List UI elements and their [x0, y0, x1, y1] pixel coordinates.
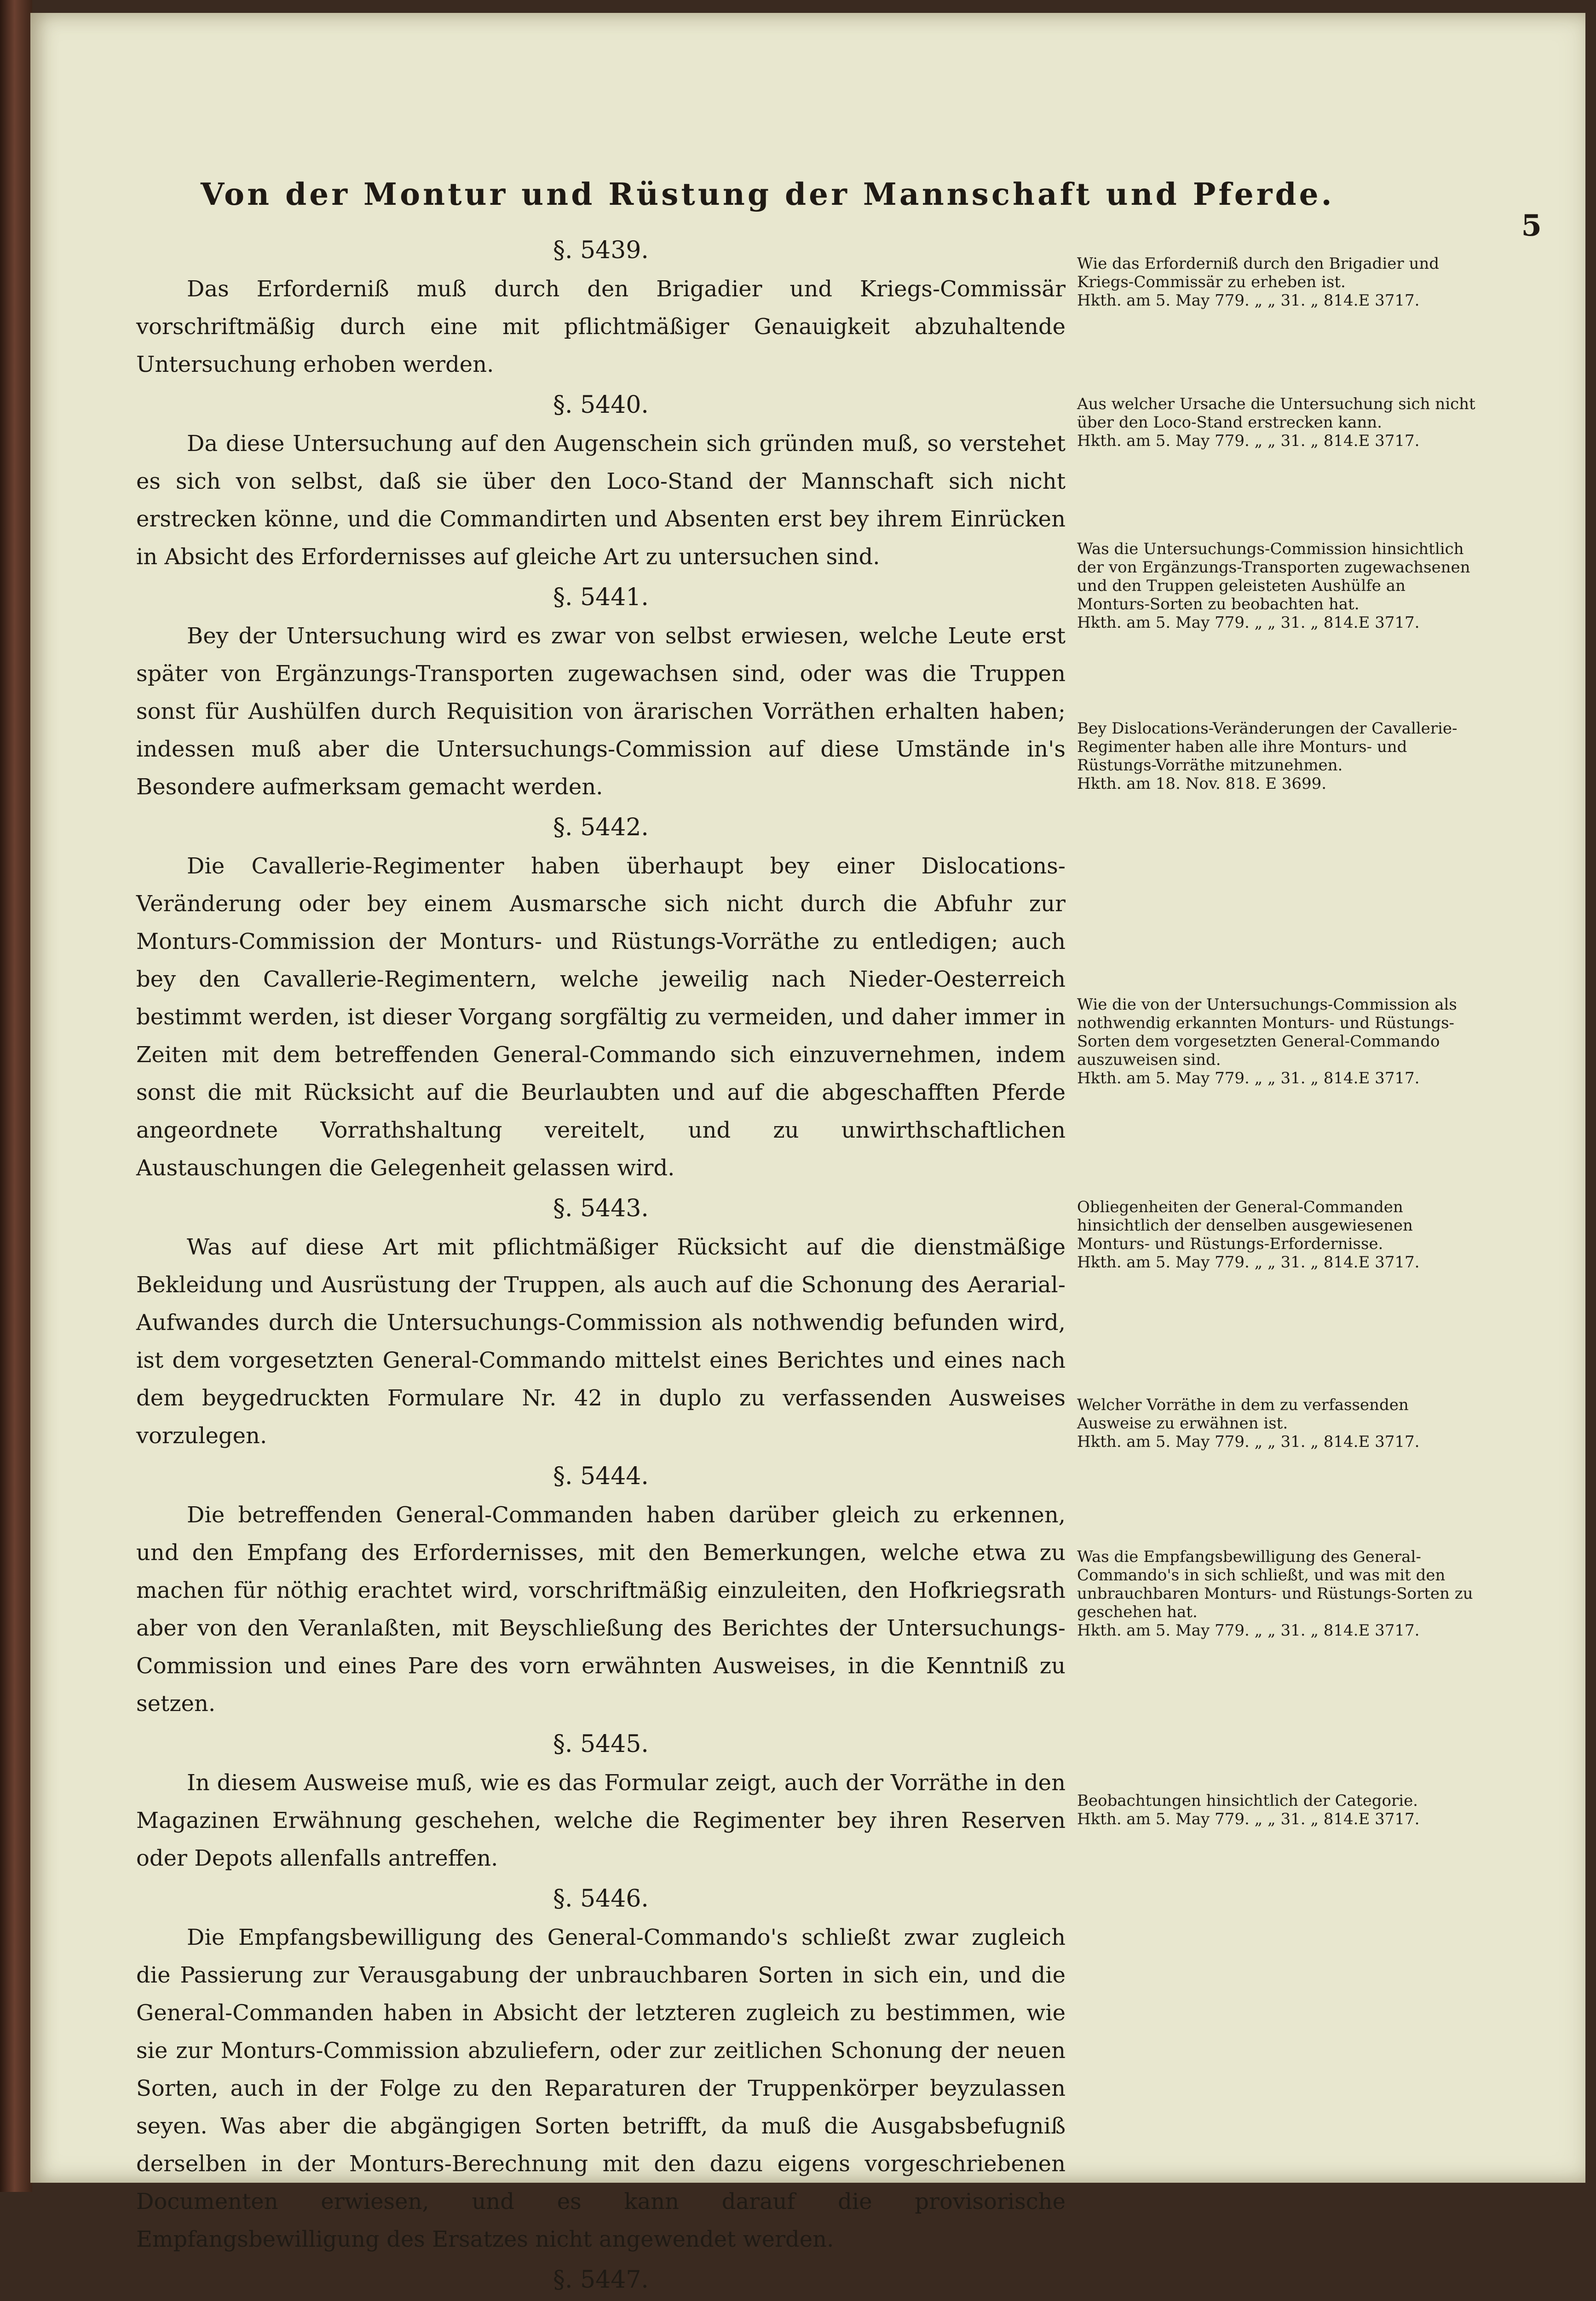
section-text: Das Erforderniß muß durch den Brigadier und Kriegs-Commissär vorschriftmäßig durch eine mit pflichtmäßiger Genauigkeit abzuhaltende Untersuchung erhoben werden.	[136, 276, 1066, 377]
section	[136, 2266, 1066, 2301]
section-text	[136, 2300, 1066, 2301]
margin-note	[1077, 395, 1482, 450]
margin-note-reference: Hkth. am 5. May 779. „ „ 31. „ 814.E 3717.	[1077, 1433, 1420, 1451]
margin-note-reference: Hkth. am 5. May 779. „ „ 31. „ 814.E 3717.	[1077, 1069, 1420, 1087]
main-text	[136, 236, 1066, 2301]
margin-note-text: Was die Untersuchungs-Commission hinsichtlich der von Ergänzungs-Transporten zugewachsenen und den Truppen geleisteten Aushülfe an Monturs-Sorten zu beobachten hat.	[1077, 540, 1470, 613]
margin-note-reference: Hkth. am 5. May 779. „ „ 31. „ 814.E 3717.	[1077, 1253, 1420, 1272]
margin-note-reference: Hkth. am 5. May 779. „ „ 31. „ 814.E 3717.	[1077, 291, 1420, 310]
margin-note	[1077, 1198, 1482, 1272]
margin-note-text: Bey Dislocations-Veränderungen der Cavallerie-Regimenter haben alle ihre Monturs- und Rüstungs-Vorräthe mitzunehmen.	[1077, 719, 1458, 775]
section-text: Die Empfangsbewilligung des General-Commando's schließt zwar zugleich die Passierung zur Verausgabung der unbrauchbaren Sorten in sich ein, und die General-Commanden haben in Absicht der letzteren zugleich zu bestimmen, wie sie zur Monturs-Commission abzuliefern, oder zur zeitlichen Schonung der neuen Sorten, auch in der Folge zu den Reparaturen der Truppenkörper beyzulassen seyen. Was aber die abgängigen Sorten betrifft, da muß die Ausgabsbefugniß derselben in der Monturs-Berechnung mit den dazu eigens vorgeschriebenen Documenten erwiesen, und es kann darauf die provisorische Empfangsbewilligung des Ersatzes nicht angewendet werden.	[136, 1925, 1066, 2252]
margin-note-text: Aus welcher Ursache die Untersuchung sich nicht über den Loco-Stand erstrecken kann.	[1077, 395, 1475, 432]
section-number: §. 5442.	[553, 814, 649, 841]
section-number: §. 5445.	[553, 1730, 649, 1758]
section	[136, 1885, 1066, 2258]
section	[136, 1462, 1066, 1723]
margin-note-text: Was die Empfangsbewilligung des General-Commando's in sich schließt, und was mit den unbrauchbaren Monturs- und Rüstungs-Sorten zu geschehen hat.	[1077, 1548, 1473, 1621]
document-page	[30, 13, 1585, 2294]
margin-note	[1077, 1548, 1482, 1640]
book-binding	[0, 0, 32, 2192]
margin-note-reference: Hkth. am 18. Nov. 818. E 3699.	[1077, 775, 1327, 793]
section	[136, 236, 1066, 383]
section	[136, 391, 1066, 576]
margin-note-text: Beobachtungen hinsichtlich der Categorie.	[1077, 1792, 1418, 1810]
page-number: 5	[1521, 208, 1542, 243]
section-text: Die Cavallerie-Regimenter haben überhaupt bey einer Dislocations-Veränderung oder bey einem Ausmarsche sich nicht durch die Abfuhr zur Monturs-Commission der Monturs- und Rüstungs-Vorräthe zu entledigen; auch bey den Cavallerie-Regimentern, welche jeweilig nach Nieder-Oesterreich bestimmt werden, ist dieser Vorgang sorgfältig zu vermeiden, und daher immer in Zeiten mit dem betreffenden General-Commando sich einzuvernehmen, indem sonst die mit Rücksicht auf die Beurlaubten und auf die abgeschafften Pferde angeordnete Vorrathshaltung vereitelt, und zu unwirthschaftlichen Austauschungen die Gelegenheit gelassen wird.	[136, 853, 1066, 1181]
section-text: In diesem Ausweise muß, wie es das Formular zeigt, auch der Vorräthe in den Magazinen Erwähnung geschehen, welche die Regimenter bey ihren Reserven oder Depots allenfalls antreffen.	[136, 1770, 1066, 1871]
margin-note-reference: Hkth. am 5. May 779. „ „ 31. „ 814.E 3717.	[1077, 613, 1420, 632]
section-number: §. 5440.	[553, 391, 649, 419]
margin-note	[1077, 995, 1482, 1087]
section-number: §. 5446.	[553, 1885, 649, 1913]
section	[136, 813, 1066, 1187]
section-number: §. 5439.	[553, 237, 649, 264]
section-text: Was auf diese Art mit pflichtmäßiger Rücksicht auf die dienstmäßige Bekleidung und Ausrüstung der Truppen, als auch auf die Schonung des Aerarial-Aufwandes durch die Untersuchungs-Commission als nothwendig befunden wird, ist dem vorgesetzten General-Commando mittelst eines Berichtes und eines nach dem beygedruckten Formulare Nr. 42 in duplo zu verfassenden Ausweises vorzulegen.	[136, 1234, 1066, 1449]
margin-note-reference: Hkth. am 5. May 779. „ „ 31. „ 814.E 3717.	[1077, 1810, 1420, 1828]
section	[136, 583, 1066, 806]
margin-note	[1077, 1396, 1482, 1451]
section-number: §. 5444.	[553, 1463, 649, 1490]
section-text: Die betreffenden General-Commanden haben darüber gleich zu erkennen, und den Empfang des Erfordernisses, mit den Bemerkungen, welche etwa zu machen für nöthig erachtet wird, vorschriftmäßig einzuleiten, den Hofkriegsrath aber von den Veranlaßten, mit Beyschließung des Berichtes der Untersuchungs-Commission und eines Pare des vorn erwähnten Ausweises, in die Kenntniß zu setzen.	[136, 1502, 1066, 1717]
margin-note	[1077, 1792, 1482, 1828]
margin-note	[1077, 719, 1482, 793]
margin-note-reference: Hkth. am 5. May 779. „ „ 31. „ 814.E 3717.	[1077, 432, 1420, 450]
margin-note	[1077, 540, 1482, 632]
section	[136, 1730, 1066, 1877]
section-number: §. 5447.	[553, 2266, 649, 2294]
page-title: Von der Montur und Rüstung der Mannschaft und Pferde.	[201, 176, 1335, 212]
margin-note-text: Welcher Vorräthe in dem zu verfassenden Ausweise zu erwähnen ist.	[1077, 1396, 1409, 1433]
section-text: Bey der Untersuchung wird es zwar von selbst erwiesen, welche Leute erst später von Ergänzungs-Transporten zugewachsen sind, oder was die Truppen sonst für Aushülfen durch Requisition von ärarischen Vorräthen erhalten haben; indessen muß aber die Untersuchungs-Commission auf diese Umstände in's Besondere aufmerksam gemacht werden.	[136, 623, 1066, 800]
margin-note	[1077, 254, 1482, 310]
margin-note-reference: Hkth. am 5. May 779. „ „ 31. „ 814.E 3717.	[1077, 1621, 1420, 1640]
section	[136, 1194, 1066, 1455]
section-text: Da diese Untersuchung auf den Augenschein sich gründen muß, so verstehet es sich von selbst, daß sie über den Loco-Stand der Mannschaft sich nicht erstrecken könne, und die Commandirten und Absenten erst bey ihrem Einrücken in Absicht des Erfordernisses auf gleiche Art zu untersuchen sind.	[136, 431, 1066, 570]
margin-note-text: Wie die von der Untersuchungs-Commission als nothwendig erkannten Monturs- und Rüstungs-Sorten dem vorgesetzten General-Commando auszuweisen sind.	[1077, 995, 1457, 1069]
section-number: §. 5441.	[553, 584, 649, 611]
margin-note-text: Obliegenheiten der General-Commanden hinsichtlich der denselben ausgewiesenen Monturs- und Rüstungs-Erfordernisse.	[1077, 1198, 1413, 1253]
section-number: §. 5443.	[553, 1195, 649, 1222]
margin-note-text: Wie das Erforderniß durch den Brigadier und Kriegs-Commissär zu erheben ist.	[1077, 254, 1440, 291]
